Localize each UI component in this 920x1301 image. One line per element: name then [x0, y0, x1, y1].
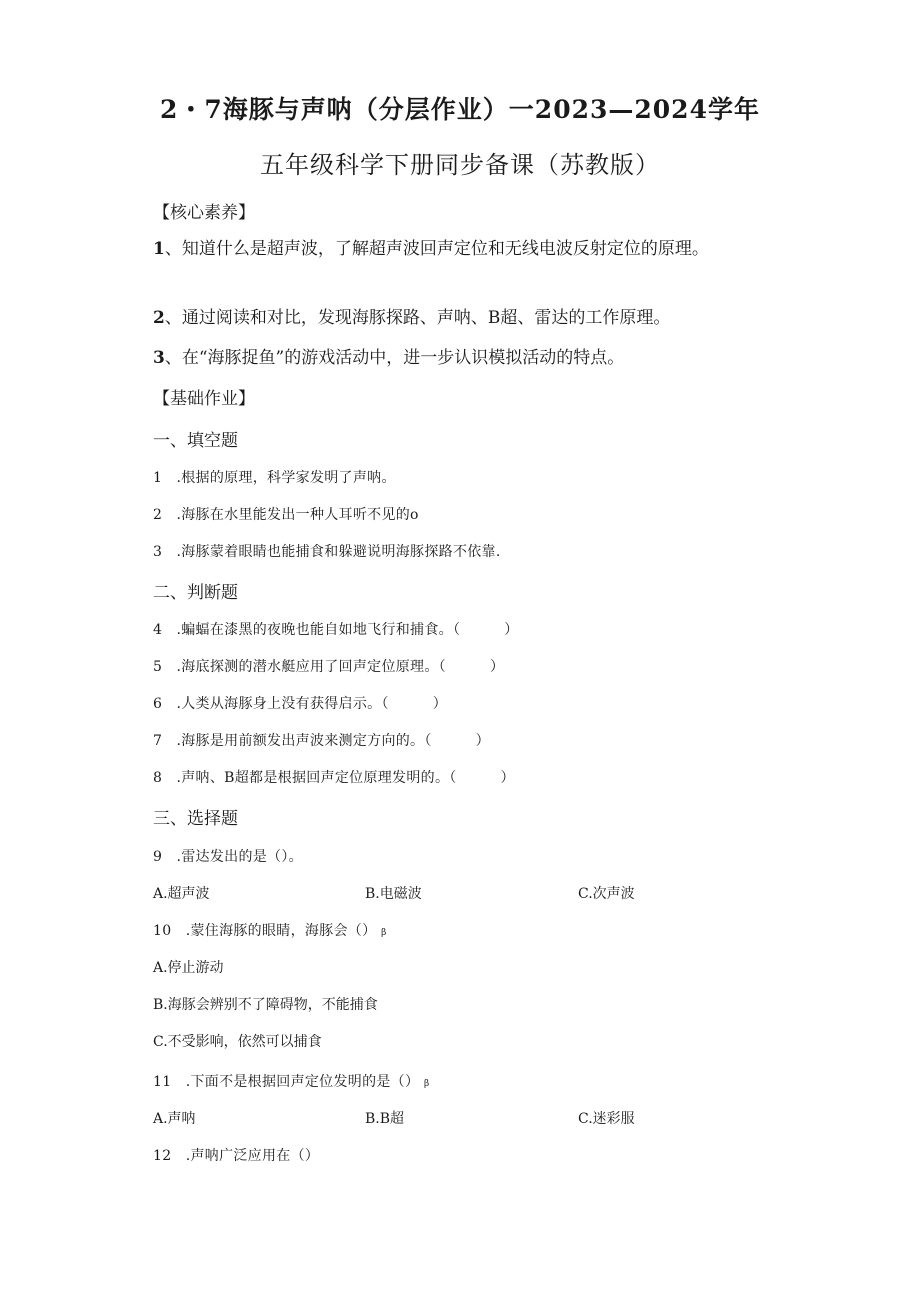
- core-item-number: 1: [153, 239, 165, 259]
- q9-option-b: B.电磁波: [365, 886, 422, 902]
- question-9: 9 .雷达发出的是（）。: [153, 849, 303, 865]
- core-item-3: [153, 343, 624, 368]
- question-text: 4 .蝙蝠在漆黑的夜晚也能自如地飞行和捕食。（: [153, 622, 461, 638]
- page-subtitle: 五年级科学下册同步备课（苏教版）: [260, 151, 660, 179]
- answer-paren: ）: [432, 696, 448, 712]
- stray-mark: β: [424, 1079, 430, 1089]
- q10-option-c: C.不受影响，依然可以捕食: [153, 1034, 322, 1050]
- question-text: 10 .蒙住海豚的眼睛，海豚会（）: [153, 923, 377, 939]
- question-5: [153, 656, 504, 676]
- question-3: 3 .海豚蒙着眼睛也能捕食和躲避说明海豚探路不依靠.: [153, 544, 501, 560]
- question-8: [153, 767, 515, 787]
- stray-mark: β: [381, 928, 387, 938]
- q9-option-c: C.次声波: [578, 886, 635, 902]
- core-item-text: 、在“海豚捉鱼”的游戏活动中，进一步认识模拟活动的特点。: [164, 348, 625, 368]
- core-item-number: 2: [153, 308, 165, 328]
- question-10: [153, 920, 387, 940]
- page-title: 2・7海豚与声呐（分层作业）一2023—2024学年: [160, 95, 760, 124]
- core-item-text: 、通过阅读和对比，发现海豚探路、声呐、B超、雷达的工作原理。: [164, 308, 671, 328]
- question-7: [153, 730, 490, 750]
- q11-option-c: C.迷彩服: [578, 1111, 635, 1127]
- core-item-1: [153, 236, 743, 263]
- q9-option-a: A.超声波: [153, 886, 210, 902]
- answer-paren: ）: [489, 659, 505, 675]
- core-item-number: 3: [153, 348, 165, 368]
- question-11: [153, 1071, 430, 1091]
- core-item-2: [153, 303, 670, 328]
- answer-paren: ）: [500, 770, 515, 786]
- question-text: 11 .下面不是根据回声定位发明的是（）: [153, 1074, 420, 1090]
- q10-option-b: B.海豚会辨别不了障碍物，不能捕食: [153, 997, 378, 1013]
- question-text: 8 .声呐、B超都是根据回声定位原理发明的。（: [153, 770, 457, 786]
- question-text: 6 .人类从海豚身上没有获得启示。（: [153, 696, 389, 712]
- true-false-heading: 二、判断题: [153, 583, 238, 603]
- question-text: 7 .海豚是用前额发出声波来测定方向的。（: [153, 733, 432, 749]
- question-6: [153, 693, 447, 713]
- core-item-text: 、知道什么是超声波，了解超声波回声定位和无线电波反射定位的原理。: [164, 239, 709, 259]
- question-4: [153, 619, 519, 639]
- question-12: 12 .声呐广泛应用在（）: [153, 1148, 320, 1164]
- q10-option-a: A.停止游动: [153, 960, 224, 976]
- question-text: 5 .海底探测的潜水艇应用了回声定位原理。（: [153, 659, 446, 675]
- multiple-choice-heading: 三、选择题: [153, 809, 238, 829]
- answer-paren: ）: [504, 622, 519, 638]
- basic-homework-heading: 【基础作业】: [153, 389, 255, 409]
- answer-paren: ）: [475, 733, 490, 749]
- question-2: 2 .海豚在水里能发出一种人耳听不见的o: [153, 507, 419, 523]
- core-literacy-heading: 【核心素养】: [153, 203, 255, 223]
- fill-blank-heading: 一、填空题: [153, 431, 238, 451]
- q11-option-a: A.声呐: [153, 1111, 196, 1127]
- q11-option-b: B.B超: [365, 1111, 405, 1127]
- question-1: 1 .根据的原理，科学家发明了声呐。: [153, 470, 396, 486]
